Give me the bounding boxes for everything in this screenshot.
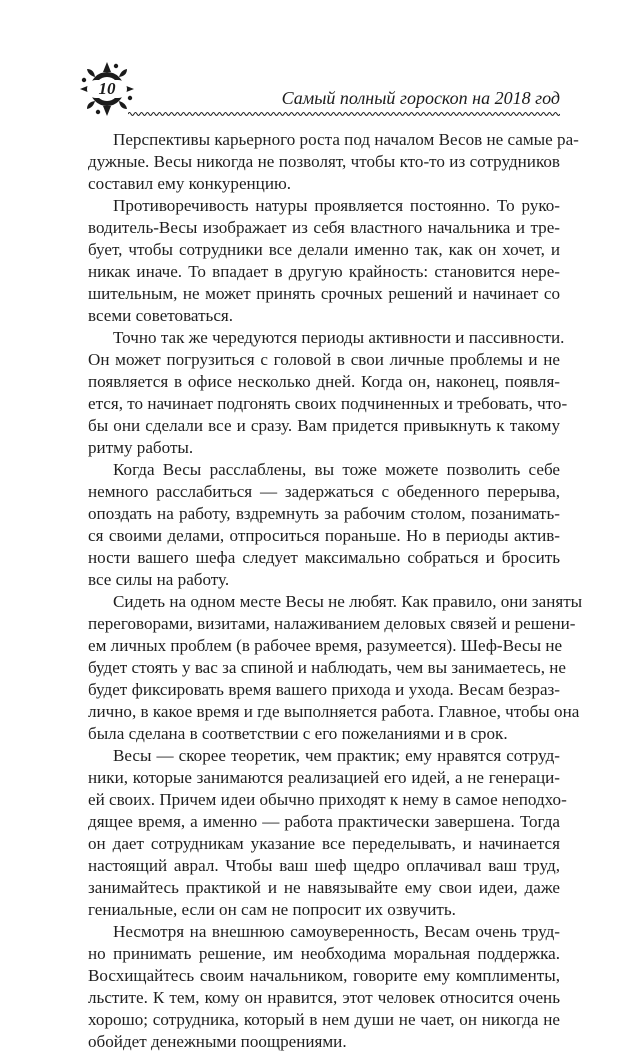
paragraph [88,745,567,921]
text-line: ется, то начинает подгонять своих подчиненных и требовать, что- [88,394,568,413]
text-line: Когда Весы расслаблены, вы тоже можете позволить себе [113,460,560,479]
text-line: Восхищайтесь своим начальником, говорите ему комплименты, [88,966,560,985]
text-line: льстите. К тем, кому он нравится, этот человек относится очень [88,988,560,1007]
text-line: Точно так же чередуются периоды активности и пассивности. [113,328,565,347]
text-line: хорошо; сотрудника, который в нем души не чает, он никогда не [88,1010,560,1029]
text-line: была сделана в соответствии с его пожеланиями и в срок. [88,724,508,743]
paragraph [88,129,579,195]
text-line: никак иначе. То впадает в другую крайность: становится нере- [88,262,560,281]
running-title: Самый полный гороскоп на 2018 год [281,88,560,108]
text-line: всеми советоваться. [88,306,234,325]
body-text [88,129,583,1053]
text-line: составил ему конкуренцию. [88,174,292,193]
text-line: настоящий аврал. Чтобы ваш шеф щедро оплачивал ваш труд, [88,856,560,875]
text-line: Противоречивость натуры проявляется постоянно. То руко- [113,196,560,215]
text-line: Он может погрузиться с головой в свои личные проблемы и не [88,350,560,369]
text-line: обойдет денежными поощрениями. [88,1032,347,1051]
text-line: ем личных проблем (в рабочее время, разумеется). Шеф-Весы не [88,636,563,655]
text-line: гениальные, если он сам не попросит их озвучить. [88,900,456,919]
text-line: бы они сделали все и сразу. Вам придется привыкнуть к такому [88,416,560,435]
text-line: появляется в офисе несколько дней. Когда он, наконец, появля- [88,372,560,391]
text-line: немного расслабиться — задержаться с обеденного перерыва, [88,482,560,501]
text-line: Несмотря на внешнюю самоуверенность, Весам очень труд- [113,922,560,941]
page-number: 10 [87,80,127,98]
header-wave-divider [128,110,560,118]
text-line: но принимать решение, им необходима моральная поддержка. [88,944,560,963]
text-line: Сидеть на одном месте Весы не любят. Как правило, они заняты [113,592,583,611]
paragraph [88,327,568,459]
paragraph [88,195,560,327]
text-line: водитель-Весы изображает из себя властного начальника и тре- [88,218,560,237]
text-line: ей своих. Причем идеи обычно приходят к нему в самое неподхо- [88,790,567,809]
text-line: занимайтесь практикой и не навязывайте ему свои идеи, даже [88,878,560,897]
paragraph [88,591,583,745]
text-line: он дает сотрудникам указание все переделывать, и начинается [88,834,560,853]
paragraph [88,459,560,591]
text-line: дящее время, а именно — работа практически завершена. Тогда [88,812,560,831]
text-line: дужные. Весы никогда не позволят, чтобы кто-то из сотрудников [88,152,560,171]
text-line: ритму работы. [88,438,194,457]
text-line: ся своими делами, отпроситься пораньше. Но в периоды актив- [88,526,560,545]
text-line: Весы — скорее теоретик, чем практик; ему нравятся сотруд- [113,746,560,765]
text-line: лично, в какое время и где выполняется работа. Главное, чтобы она [88,702,580,721]
text-line: бует, чтобы сотрудники все делали именно так, как он хочет, и [88,240,560,259]
text-line: переговорами, визитами, налаживанием деловых связей и решени- [88,614,576,633]
text-line: шительным, не может принять срочных решений и начинает со [88,284,560,303]
text-line: будет фиксировать время вашего прихода и ухода. Весам безраз- [88,680,560,699]
text-line: все силы на работу. [88,570,230,589]
text-line: ности вашего шефа следует максимально собраться и бросить [88,548,560,567]
text-line: будет стоять у вас за спиной и наблюдать, чем вы занимаетесь, не [88,658,566,677]
page-header [78,60,560,120]
text-line: опоздать на работу, вздремнуть за рабочим столом, позанимать- [88,504,560,523]
paragraph [88,921,560,1053]
text-line: ники, которые занимаются реализацией его идей, а не генераци- [88,768,560,787]
text-line: Перспективы карьерного роста под началом Весов не самые ра- [113,130,579,149]
